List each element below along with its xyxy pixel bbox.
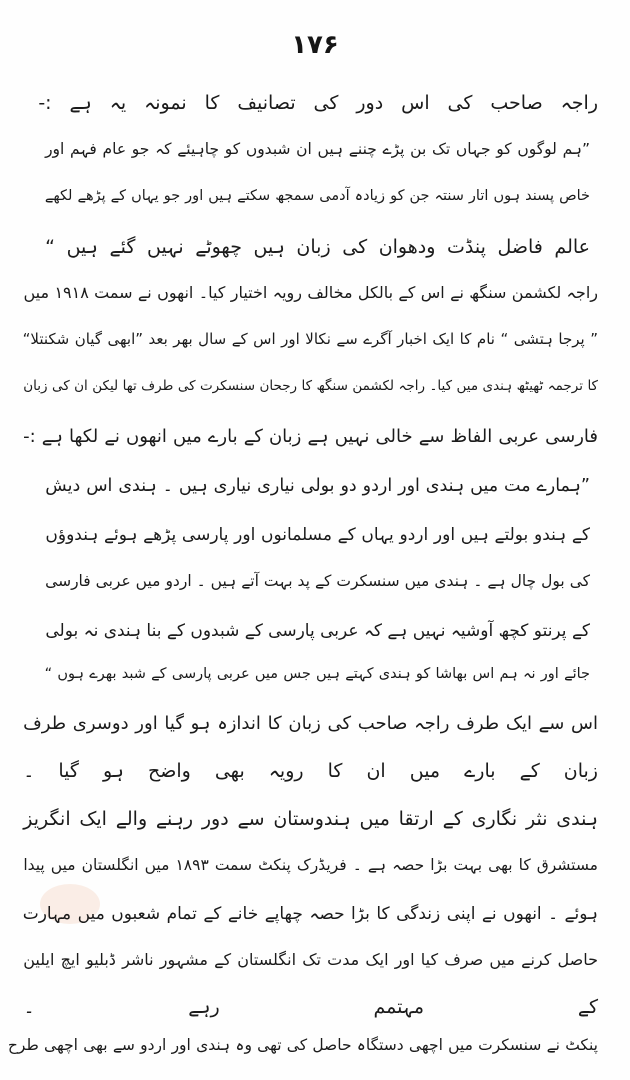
- text-line: حاصل کرنے میں صرف کیا اور ایک مدت تک انگلستان کے مشہور ناشر ڈبلیو ایچ ایلین: [23, 950, 598, 969]
- text-line: کا ترجمہ ٹھیٹھ ہندی میں کیا۔ راجہ لکشمن سنگھ کا رجحان سنسکرت کی طرف تھا لیکن ان کی زبان: [23, 378, 598, 394]
- quote-line: جائے اور نہ ہم اس بھاشا کو ہندی کہتے ہیں جس میں عربی پارسی کے شبد بھرے ہوں “: [44, 666, 590, 682]
- quote-line: کی بول چال ہے ۔ ہندی میں سنسکرت کے پد بہت آتے ہیں ۔ اردو میں عربی فارسی: [45, 572, 590, 590]
- text-line: اس سے ایک طرف راجہ صاحب کی زبان کا اندازہ ہو گیا اور دوسری طرف: [23, 713, 598, 734]
- text-line: زبان کے بارے میں ان کا رویہ بھی واضح ہو گیا ۔: [23, 760, 598, 782]
- quote-line: کے پرنتو کچھ آوشیہ نہیں ہے کہ عربی پارسی کے شبدوں کے بنا ہندی نہ بولی: [45, 621, 590, 641]
- page-number: ۱۷۶: [291, 30, 339, 60]
- quote-line: ”ہم لوگوں کو جہاں تک بن پڑے چننے ہیں ان شبدوں کو چاہیئے کہ جو عام فہم اور: [45, 140, 590, 158]
- text-line: ” پرجا ہتشی “ نام کا ایک اخبار آگرے سے نکالا اور اس کے سال بھر بعد ”ابھی گیان شکنتلا“: [22, 330, 598, 348]
- text-line: کے مہتمم رہے ۔: [23, 996, 598, 1018]
- text-line: ہوئے ۔ انھوں نے اپنی زندگی کا بڑا حصہ چھاپے خانے کے تمام شعبوں میں مہارت: [22, 904, 598, 924]
- quote-line: ”ہمارے مت میں ہندی اور اردو دو بولی نیاری نیاری ہیں ۔ ہندی اس دیش: [45, 476, 590, 496]
- quote-line: کے ہندو بولتے ہیں اور اردو یہاں کے مسلمانوں اور پارسی پڑھے ہوئے ہندوؤں: [45, 525, 590, 545]
- text-line: فارسی عربی الفاظ سے خالی نہیں ہے زبان کے بارے میں انھوں نے لکھا ہے :-: [23, 426, 598, 447]
- text-line: پنکٹ نے سنسکرت میں اچھی دستگاہ حاصل کی تھی وہ ہندی اور اردو سے بھی اچھی طرح: [7, 1036, 598, 1054]
- text-line: ہندی نثر نگاری کے ارتقا میں ہندوستان سے دور رہنے والے ایک انگریز: [23, 808, 598, 830]
- text-line: مستشرق کا بھی بہت بڑا حصہ ہے ۔ فریڈرک پنکٹ سمت ۱۸۹۳ میں انگلستان میں پیدا: [23, 856, 598, 874]
- text-line: راجہ صاحب کی اس دور کی تصانیف کا نمونہ یہ ہے :-: [38, 92, 598, 114]
- text-line: راجہ لکشمن سنگھ نے اس کے بالکل مخالف رویہ اختیار کیا۔ انھوں نے سمت ۱۹۱۸ میں: [23, 283, 598, 302]
- quote-line: عالم فاضل پنڈت ودھوان کی زبان ہیں چھوٹے نہیں گئے ہیں “: [45, 236, 590, 258]
- quote-line: خاص پسند ہوں اتار سنتہ جن کو زیادہ آدمی سمجھ سکتے ہیں اور جو یہاں کے پڑھے لکھے: [44, 188, 590, 204]
